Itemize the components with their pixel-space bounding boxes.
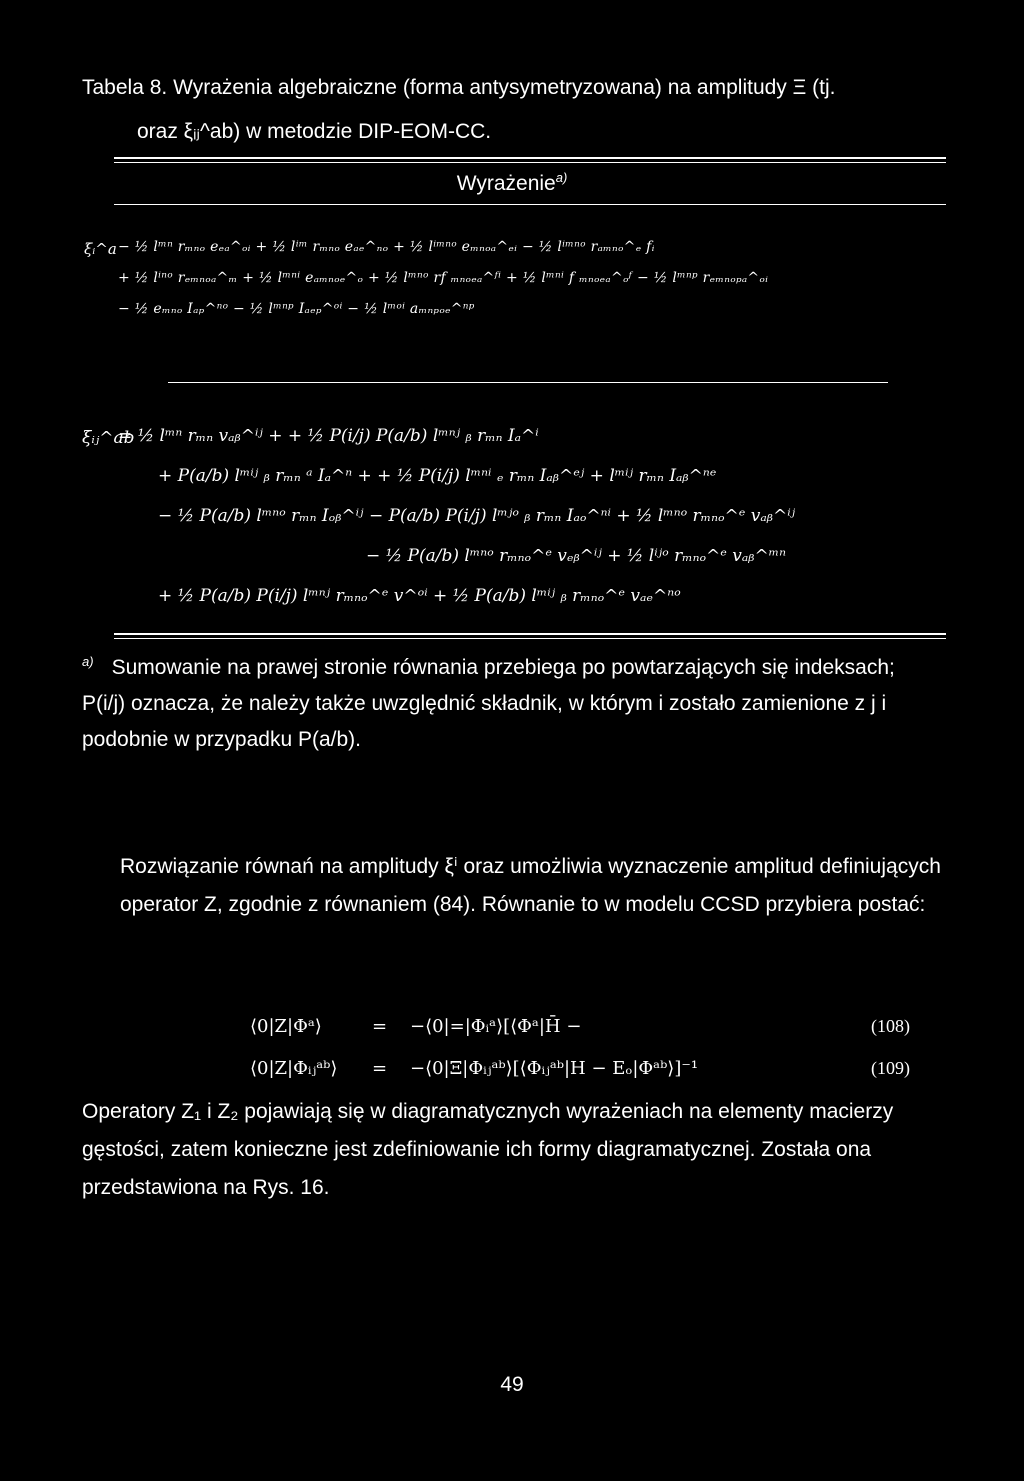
equation-rhs: −⟨0|=|Φᵢᵃ⟩[⟨Φᵃ|H̄ − [410,1016,582,1037]
table-top-rule [114,157,946,159]
section1-label: ξᵢ^a [84,240,117,258]
section2-line: + P(a/b) lᵐⁱʲ ᵦ rₘₙ ᵃ Iₐ^ⁿ + + ½ P(i/j) lᵐⁿⁱ ₑ rₘₙ Iₐᵦ^ᵉʲ + lᵐⁱʲ rₘₙ Iₐᵦ^ⁿᵉ [158,466,717,486]
table-caption [82,66,942,154]
caption-line-2: oraz ξᵢⱼ^ab) w metodzie DIP-EOM-CC. [137,120,492,143]
section1-line: − ½ eₘₙₒ Iₐₚ^ⁿᵒ − ½ lᵐⁿᵖ Iₐₑₚ^ᵒⁱ − ½ lᵐᵒⁱ aₘₙₚₒₑ^ⁿᵖ [118,301,475,317]
table-footnote [82,644,942,758]
section2-line: − ½ P(a/b) lᵐⁿᵒ rₘₙₒ^ᵉ vₑᵦ^ⁱʲ + ½ lⁱʲᵒ rₘₙₒ^ᵉ vₐᵦ^ᵐⁿ [366,546,787,566]
paragraph-1-text: Rozwiązanie równań na amplitudy ξⁱ oraz umożliwia wyznaczenie amplitud definiujących operator Z, zgodnie z równaniem (84). Równanie to w modelu CCSD przybiera postać: [120,855,941,916]
section2-line: = ½ lᵐⁿ rₘₙ vₐᵦ^ⁱʲ + + ½ P(i/j) P(a/b) lᵐⁿʲ ᵦ rₘₙ Iₐ^ⁱ [118,426,539,446]
section1-line: − ½ lᵐⁿ rₘₙₒ eₑₐ^ₒᵢ + ½ lⁱᵐ rₘₙₒ eₐₑ^ₙₒ + ½ lⁱᵐⁿᵒ eₘₙₒₐ^ₑᵢ − ½ lⁱᵐⁿᵒ rₐₘₙₒ^ₑ fᵢ [118,239,655,255]
table-bottom-rule-2 [114,638,946,639]
footnote-text: Sumowanie na prawej stronie równania przebiega po powtarzających się indeksach; P(i/j) oznacza, że należy także uwzględnić składnik, w którym i zostało zamienione z j i podobnie w przypadku P(a/b). [82,656,895,751]
equation-rhs: −⟨0|Ξ|Φᵢⱼᵃᵇ⟩[⟨Φᵢⱼᵃᵇ|H − Eₒ|Φᵃᵇ⟩]⁻¹ [410,1058,699,1079]
table-top-rule-2 [114,162,946,163]
table-header [0,170,1024,196]
table-header-footnote-mark: a) [555,170,568,185]
section2-line: − ½ P(a/b) lᵐⁿᵒ rₘₙ Iₒᵦ^ⁱʲ − P(a/b) P(i/j) lᵐʲᵒ ᵦ rₘₙ Iₐₒ^ⁿⁱ + ½ lᵐⁿᵒ rₘₙₒ^ᵉ vₐᵦ^ⁱʲ [158,506,796,526]
equation-108 [250,1016,910,1048]
table-bottom-rule [114,633,946,635]
page-number: 49 [500,1373,524,1396]
section2-expression [118,416,958,616]
section2-line: + ½ P(a/b) P(i/j) lᵐⁿʲ rₘₙₒ^ᵉ v^ᵒⁱ + ½ P(a/b) lᵐⁱʲ ᵦ rₘₙₒ^ᵉ vₐₑ^ⁿᵒ [158,586,681,606]
section1-expression [118,232,938,325]
equation-lhs: ⟨0|Z|Φᵢⱼᵃᵇ⟩ [250,1058,338,1079]
paragraph-2-text: Operatory Z₁ i Z₂ pojawiają się w diagramatycznych wyrażeniach na elementy macierzy gęstości, zatem konieczne jest zdefiniowanie ich formy diagramatycznej. Została ona przedstawiona na Rys. 16. [82,1100,894,1199]
equation-lhs: ⟨0|Z|Φᵃ⟩ [250,1016,322,1037]
paragraph-2 [82,1093,942,1207]
table-header-label: Wyrażenie [456,172,556,195]
equation-number: (109) [871,1058,910,1078]
equation-109 [250,1058,910,1090]
caption-line-1: Tabela 8. Wyrażenia algebraiczne (forma antysymetryzowana) na amplitudy Ξ (tj. [82,76,836,99]
section-divider [168,382,888,383]
equation-equals: = [372,1058,388,1079]
footnote-mark: a) [82,654,94,669]
paragraph-1 [82,848,942,924]
equation-number: (108) [871,1016,910,1036]
section2-label: ξᵢⱼ^ab [82,428,135,448]
section1-line: + ½ lⁱⁿᵒ rₑₘₙₒₐ^ₘ + ½ lᵐⁿⁱ eₐₘₙₒₑ^ₒ + ½ lᵐⁿᵒ rf ₘₙₒₑₐ^ᶠⁱ + ½ lᵐⁿⁱ f ₘₙₒₑₐ^ₒᶠ − ½ lᵐⁿᵖ rₑₘₙₒₚₐ^ₒᵢ [118,270,769,286]
header-rule [114,204,946,205]
equation-equals: = [372,1016,388,1037]
